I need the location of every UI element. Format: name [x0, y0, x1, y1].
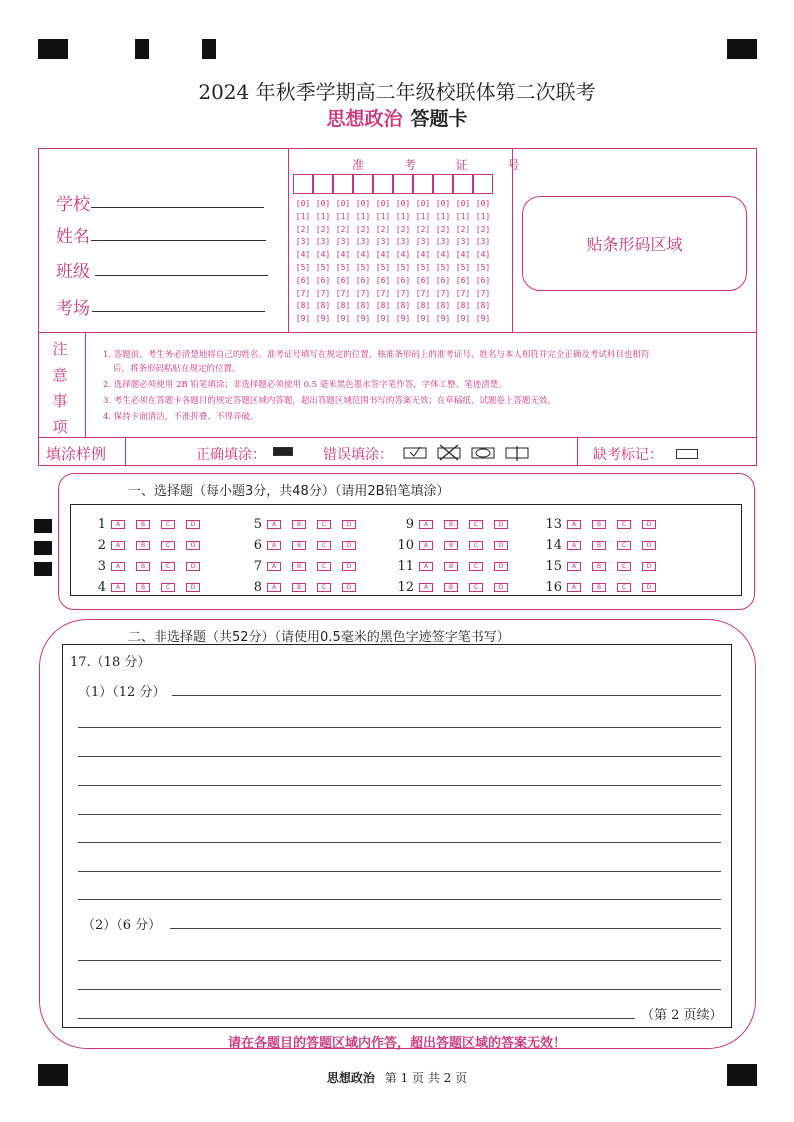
option-bubble-c[interactable]: C — [617, 583, 631, 592]
exam-id-digit-bubble[interactable]: [8] — [475, 301, 491, 311]
question-number: 12 — [397, 580, 414, 595]
exam-id-digit-bubble[interactable]: [4] — [375, 250, 391, 260]
exam-id-digit-bubble[interactable]: [7] — [375, 288, 391, 298]
option-bubble-d[interactable]: D — [186, 583, 200, 592]
nonchoice-section-title: 二、非选择题（共52分）（请使用0.5毫米的黑色字迹签字笔书写） — [128, 630, 510, 645]
exam-id-digit-bubble[interactable]: [4] — [415, 250, 431, 260]
exam-id-digit-bubble[interactable]: [7] — [315, 288, 331, 298]
exam-id-digit-bubble[interactable]: [2] — [335, 224, 351, 234]
exam-id-digit-bubble[interactable]: [8] — [375, 301, 391, 311]
exam-id-digit-bubble[interactable]: [4] — [355, 250, 371, 260]
part-2-label: （2）（6 分） — [82, 918, 162, 933]
exam-id-digit-bubble[interactable]: [7] — [435, 288, 451, 298]
fill-wrong-samples — [402, 444, 532, 462]
option-bubble-d[interactable]: D — [642, 520, 656, 529]
option-bubble-b[interactable]: B — [292, 562, 306, 571]
subject-title: 思想政治 — [326, 108, 403, 130]
option-bubble-d[interactable]: D — [642, 583, 656, 592]
exam-id-digit-bubble[interactable]: [4] — [335, 250, 351, 260]
exam-id-digit-bubble[interactable]: [1] — [475, 211, 491, 221]
option-bubble-c[interactable]: C — [317, 583, 331, 592]
exam-id-digit-bubble[interactable]: [3] — [415, 237, 431, 247]
exam-id-digit-bubble[interactable]: [0] — [315, 199, 331, 208]
exam-id-digit-bubble[interactable]: [3] — [315, 237, 331, 247]
absent-mark-box[interactable] — [676, 449, 698, 459]
option-bubble-c[interactable]: C — [469, 562, 483, 571]
exam-id-digit-bubble[interactable]: [2] — [475, 224, 491, 234]
question-number: 3 — [97, 559, 106, 574]
choice-section-title: 一、选择题（每小题3分，共48分）（请用2B铅笔填涂） — [128, 484, 450, 499]
option-bubble-c[interactable]: C — [469, 520, 483, 529]
option-bubble-d[interactable]: D — [186, 520, 200, 529]
exam-id-digit-bubble[interactable]: [2] — [355, 224, 371, 234]
exam-id-digit-bubble[interactable]: [5] — [415, 263, 431, 272]
page-footer — [0, 1069, 794, 1086]
footer-subject: 思想政治 — [326, 1071, 375, 1085]
option-bubble-b[interactable]: B — [136, 520, 150, 529]
option-bubble-c[interactable]: C — [317, 541, 331, 550]
wrong-check-icon — [404, 448, 426, 458]
page-subtitle — [0, 104, 794, 131]
option-bubble-c[interactable]: C — [161, 583, 175, 592]
exam-id-digit-bubble[interactable]: [9] — [375, 314, 391, 324]
question-number: 7 — [253, 559, 262, 574]
exam-id-digit-bubble[interactable]: [0] — [295, 199, 311, 208]
exam-id-digit-bubble[interactable]: [2] — [415, 224, 431, 234]
question-number: 9 — [405, 517, 414, 532]
timing-mark — [34, 562, 52, 576]
exam-id-digit-bubble[interactable]: [1] — [435, 211, 451, 221]
exam-id-digit-bubble[interactable]: [9] — [355, 314, 371, 324]
option-bubble-a[interactable]: A — [111, 583, 125, 592]
option-bubble-a[interactable]: A — [111, 520, 125, 529]
exam-id-digit-bubble[interactable]: [5] — [355, 263, 371, 272]
exam-id-digit-bubble[interactable]: [0] — [355, 199, 371, 208]
exam-id-digit-bubble[interactable]: [3] — [335, 237, 351, 247]
option-bubble-d[interactable]: D — [186, 562, 200, 571]
option-bubble-d[interactable]: D — [342, 541, 356, 550]
exam-id-digit-bubble[interactable]: [0] — [435, 199, 451, 208]
barcode-area — [522, 196, 747, 291]
exam-id-digit-bubble[interactable]: [3] — [395, 237, 411, 247]
exam-id-digit-bubble[interactable]: [5] — [295, 263, 311, 272]
exam-id-digit-bubble[interactable]: [0] — [415, 199, 431, 208]
exam-id-digit-bubble[interactable]: [8] — [415, 301, 431, 311]
exam-id-digit-bubble[interactable]: [7] — [415, 288, 431, 298]
exam-id-digit-bubble[interactable]: [6] — [475, 275, 491, 285]
notes-heading-char: 事 — [52, 392, 68, 410]
exam-id-digit-bubble[interactable]: [9] — [335, 314, 351, 324]
question-number: 4 — [97, 580, 106, 595]
exam-id-digit-bubble[interactable]: [9] — [455, 314, 471, 324]
answer-line[interactable] — [172, 695, 721, 696]
exam-id-digit-bubble[interactable]: [7] — [395, 288, 411, 298]
exam-id-digit-bubble[interactable]: [3] — [455, 237, 471, 247]
warning-text: 请在各题目的答题区域内作答，超出答题区域的答案无效！ — [227, 1036, 566, 1051]
option-bubble-d[interactable]: D — [494, 541, 508, 550]
exam-id-digit-bubble[interactable]: [2] — [435, 224, 451, 234]
option-bubble-b[interactable]: B — [592, 520, 606, 529]
page-title: 2024 年秋季学期高二年级校联体第二次联考 — [198, 80, 596, 104]
question-number: 16 — [545, 580, 562, 595]
answer-line[interactable] — [78, 727, 721, 728]
exam-id-digit-box[interactable] — [333, 174, 353, 194]
option-bubble-b[interactable]: B — [136, 541, 150, 550]
option-bubble-a[interactable]: A — [419, 520, 433, 529]
option-bubble-b[interactable]: B — [444, 541, 458, 550]
exam-id-digit-bubble[interactable]: [8] — [395, 301, 411, 311]
exam-id-digit-bubble[interactable]: [5] — [335, 263, 351, 272]
option-bubble-d[interactable]: D — [494, 583, 508, 592]
exam-id-digit-bubble[interactable]: [1] — [415, 211, 431, 221]
exam-id-digit-bubble[interactable]: [0] — [455, 199, 471, 208]
notes-heading — [50, 336, 70, 440]
option-bubble-b[interactable]: B — [292, 541, 306, 550]
option-bubble-a[interactable]: A — [567, 583, 581, 592]
question-17-label: 17.（18 分） — [70, 655, 151, 670]
option-bubble-d[interactable]: D — [642, 541, 656, 550]
wrong-circle-icon-mark — [476, 449, 490, 457]
exam-id-digit-bubble[interactable]: [6] — [355, 275, 371, 285]
exam-id-digit-bubble[interactable]: [8] — [355, 301, 371, 311]
exam-id-digit-bubble[interactable]: [6] — [435, 275, 451, 285]
continue-note: （第 2 页续） — [641, 1008, 723, 1023]
option-bubble-c[interactable]: C — [161, 520, 175, 529]
exam-id-digit-bubble[interactable]: [5] — [395, 263, 411, 272]
question-number: 10 — [397, 538, 414, 553]
answer-line[interactable] — [170, 928, 721, 929]
exam-id-digit-bubble[interactable]: [9] — [435, 314, 451, 324]
part-1-label: （1）（12 分） — [78, 685, 166, 700]
exam-id-digit-bubble[interactable]: [8] — [315, 301, 331, 311]
school-field[interactable] — [91, 207, 264, 208]
exam-id-digit-bubble[interactable]: [0] — [475, 199, 491, 208]
fill-correct-label: 正确填涂： — [196, 447, 266, 463]
name-label: 姓名 — [56, 227, 90, 247]
answer-box — [62, 644, 732, 1028]
exam-id-digit-bubble[interactable]: [5] — [315, 263, 331, 272]
notes-heading-char: 意 — [52, 366, 68, 384]
exam-id-digit-bubble[interactable]: [3] — [375, 237, 391, 247]
question-number: 14 — [545, 538, 562, 553]
question-number: 8 — [253, 580, 262, 595]
exam-id-digit-bubble[interactable]: [4] — [395, 250, 411, 260]
exam-id-digit-bubble[interactable]: [3] — [475, 237, 491, 247]
option-bubble-d[interactable]: D — [642, 562, 656, 571]
footer-page: 第 1 页 共 2 页 — [384, 1071, 468, 1085]
option-bubble-a[interactable]: A — [419, 562, 433, 571]
exam-id-digit-bubble[interactable]: [6] — [335, 275, 351, 285]
exam-id-digit-bubble[interactable]: [8] — [435, 301, 451, 311]
option-bubble-b[interactable]: B — [444, 520, 458, 529]
option-bubble-a[interactable]: A — [567, 520, 581, 529]
question-number: 5 — [253, 517, 262, 532]
fill-correct-sample — [273, 447, 293, 456]
option-bubble-d[interactable]: D — [494, 520, 508, 529]
exam-id-digit-bubble[interactable]: [4] — [315, 250, 331, 260]
exam-id-digit-bubble[interactable]: [4] — [475, 250, 491, 260]
exam-id-digit-bubble[interactable]: [7] — [475, 288, 491, 298]
exam-id-digit-bubble[interactable]: [4] — [455, 250, 471, 260]
exam-id-digit-bubble[interactable]: [1] — [295, 211, 311, 221]
option-bubble-c[interactable]: C — [317, 520, 331, 529]
fill-wrong-label: 错误填涂： — [323, 447, 393, 463]
exam-id-digit-box[interactable] — [373, 174, 393, 194]
exam-id-digit-box[interactable] — [453, 174, 473, 194]
note-item: 后，将条形码粘贴在规定的位置。 — [113, 364, 241, 374]
option-bubble-b[interactable]: B — [592, 541, 606, 550]
question-number: 6 — [253, 538, 262, 553]
question-number: 2 — [97, 538, 106, 553]
exam-id-digit-bubble[interactable]: [8] — [295, 301, 311, 311]
exam-id-digit-bubble[interactable]: [2] — [455, 224, 471, 234]
option-bubble-a[interactable]: A — [267, 541, 281, 550]
exam-id-digit-bubble[interactable]: [7] — [335, 288, 351, 298]
timing-mark — [34, 519, 52, 533]
answer-line[interactable] — [78, 785, 721, 786]
exam-id-digit-bubble[interactable]: [7] — [355, 288, 371, 298]
option-bubble-b[interactable]: B — [292, 583, 306, 592]
room-label: 考场 — [56, 299, 90, 319]
timing-mark — [727, 39, 757, 59]
answer-line[interactable] — [78, 1018, 635, 1019]
exam-id-digit-bubble[interactable]: [1] — [355, 211, 371, 221]
exam-id-digit-bubble[interactable]: [1] — [375, 211, 391, 221]
option-bubble-a[interactable]: A — [111, 541, 125, 550]
option-bubble-c[interactable]: C — [469, 583, 483, 592]
option-bubble-a[interactable]: A — [567, 541, 581, 550]
exam-id-digit-bubble[interactable]: [6] — [395, 275, 411, 285]
option-bubble-a[interactable]: A — [567, 562, 581, 571]
option-bubble-b[interactable]: B — [592, 583, 606, 592]
timing-mark — [38, 39, 68, 59]
exam-id-digit-bubble[interactable]: [5] — [435, 263, 451, 272]
exam-id-digit-bubble[interactable]: [2] — [395, 224, 411, 234]
note-item: 1. 答题前，考生务必清楚地将自己的姓名、准考证号填写在规定的位置，核准条形码上的准考证号、姓名与本人相符并完全正确及考试科目也相符 — [103, 350, 650, 360]
name-field[interactable] — [91, 240, 266, 241]
exam-id-title: 准 考 证 号 — [352, 158, 538, 172]
exam-id-digit-bubble[interactable]: [2] — [375, 224, 391, 234]
timing-mark — [202, 39, 216, 59]
class-field[interactable] — [95, 275, 268, 276]
exam-id-digit-bubble[interactable]: [0] — [375, 199, 391, 208]
option-bubble-c[interactable]: C — [617, 541, 631, 550]
exam-id-digit-bubble[interactable]: [1] — [335, 211, 351, 221]
exam-id-digit-bubble[interactable]: [3] — [435, 237, 451, 247]
answer-line[interactable] — [78, 989, 721, 990]
exam-id-digit-bubble[interactable]: [6] — [375, 275, 391, 285]
exam-id-digit-box[interactable] — [293, 174, 313, 194]
answer-line[interactable] — [78, 842, 721, 843]
option-bubble-c[interactable]: C — [317, 562, 331, 571]
option-bubble-b[interactable]: B — [136, 562, 150, 571]
exam-id-digit-bubble[interactable]: [0] — [335, 199, 351, 208]
notes-heading-char: 项 — [52, 418, 68, 436]
fill-example-label: 填涂样例 — [46, 445, 107, 463]
option-bubble-b[interactable]: B — [444, 562, 458, 571]
option-bubble-a[interactable]: A — [419, 583, 433, 592]
exam-id-digit-bubble[interactable]: [9] — [315, 314, 331, 324]
exam-id-digit-bubble[interactable]: [2] — [295, 224, 311, 234]
timing-mark — [34, 541, 52, 555]
exam-id-digit-bubble[interactable]: [4] — [435, 250, 451, 260]
option-bubble-d[interactable]: D — [342, 520, 356, 529]
exam-id-digit-bubble[interactable]: [7] — [455, 288, 471, 298]
school-label: 学校 — [56, 195, 90, 215]
option-bubble-c[interactable]: C — [469, 541, 483, 550]
exam-id-digit-bubble[interactable]: [5] — [475, 263, 491, 272]
option-bubble-d[interactable]: D — [342, 562, 356, 571]
answer-line[interactable] — [78, 756, 721, 757]
option-bubble-c[interactable]: C — [161, 562, 175, 571]
answer-line[interactable] — [78, 871, 721, 872]
exam-id-digit-bubble[interactable]: [7] — [295, 288, 311, 298]
option-bubble-b[interactable]: B — [592, 562, 606, 571]
exam-id-digit-bubble[interactable]: [5] — [375, 263, 391, 272]
exam-id-digit-bubble[interactable]: [9] — [295, 314, 311, 324]
exam-id-digit-box[interactable] — [473, 174, 493, 194]
room-field[interactable] — [92, 311, 265, 312]
exam-id-digit-bubble[interactable]: [8] — [335, 301, 351, 311]
answer-line[interactable] — [78, 960, 721, 961]
exam-id-digit-box[interactable] — [413, 174, 433, 194]
note-item: 2. 选择题必须使用 2B 铅笔填涂；非选择题必须使用 0.5 毫米黑色墨水签字笔作答，字体工整、笔迹清楚。 — [103, 380, 507, 390]
question-number: 13 — [545, 517, 562, 532]
option-bubble-a[interactable]: A — [419, 541, 433, 550]
exam-id-digit-bubble[interactable]: [9] — [415, 314, 431, 324]
exam-id-digit-bubble[interactable]: [3] — [355, 237, 371, 247]
exam-id-digit-bubble[interactable]: [1] — [395, 211, 411, 221]
exam-id-digit-bubble[interactable]: [9] — [475, 314, 491, 324]
question-number: 15 — [545, 559, 562, 574]
exam-id-digit-bubble[interactable]: [2] — [315, 224, 331, 234]
notes-heading-char: 注 — [52, 340, 68, 358]
option-bubble-a[interactable]: A — [267, 583, 281, 592]
exam-id-digit-bubble[interactable]: [5] — [455, 263, 471, 272]
class-label: 班级 — [56, 262, 90, 282]
barcode-label: 贴条形码区域 — [586, 235, 683, 254]
timing-mark — [135, 39, 149, 59]
exam-id-digit-bubble[interactable]: [6] — [455, 275, 471, 285]
option-bubble-d[interactable]: D — [186, 541, 200, 550]
card-title: 答题卡 — [410, 108, 468, 130]
option-bubble-b[interactable]: B — [292, 520, 306, 529]
exam-id-digit-box[interactable] — [393, 174, 413, 194]
exam-id-digit-bubble[interactable]: [6] — [295, 275, 311, 285]
option-bubble-a[interactable]: A — [111, 562, 125, 571]
absent-label: 缺考标记： — [593, 447, 663, 463]
option-bubble-b[interactable]: B — [136, 583, 150, 592]
exam-id-digit-bubble[interactable]: [6] — [415, 275, 431, 285]
exam-id-digit-box[interactable] — [433, 174, 453, 194]
exam-id-digit-bubble[interactable]: [9] — [395, 314, 411, 324]
option-bubble-d[interactable]: D — [342, 583, 356, 592]
answer-line[interactable] — [78, 899, 721, 900]
exam-id-digit-bubble[interactable]: [1] — [455, 211, 471, 221]
exam-id-digit-bubble[interactable]: [6] — [315, 275, 331, 285]
option-bubble-c[interactable]: C — [617, 520, 631, 529]
option-bubble-b[interactable]: B — [444, 583, 458, 592]
exam-id-digit-box[interactable] — [313, 174, 333, 194]
option-bubble-a[interactable]: A — [267, 520, 281, 529]
question-number: 1 — [97, 517, 106, 532]
option-bubble-c[interactable]: C — [617, 562, 631, 571]
exam-id-digit-bubble[interactable]: [4] — [295, 250, 311, 260]
note-item: 4. 保持卡面清洁，不准折叠、不得弄破。 — [103, 412, 259, 422]
exam-id-digit-bubble[interactable]: [3] — [295, 237, 311, 247]
answer-line[interactable] — [78, 814, 721, 815]
option-bubble-a[interactable]: A — [267, 562, 281, 571]
question-number: 11 — [397, 559, 414, 574]
option-bubble-d[interactable]: D — [494, 562, 508, 571]
exam-id-digit-box[interactable] — [353, 174, 373, 194]
option-bubble-c[interactable]: C — [161, 541, 175, 550]
note-item: 3. 考生必须在答题卡各题目的规定答题区域内答题，超出答题区域范围书写的答案无效；在草稿纸、试题卷上答题无效。 — [103, 396, 556, 406]
exam-id-digit-bubble[interactable]: [1] — [315, 211, 331, 221]
exam-id-digit-bubble[interactable]: [8] — [455, 301, 471, 311]
exam-id-digit-bubble[interactable]: [0] — [395, 199, 411, 208]
